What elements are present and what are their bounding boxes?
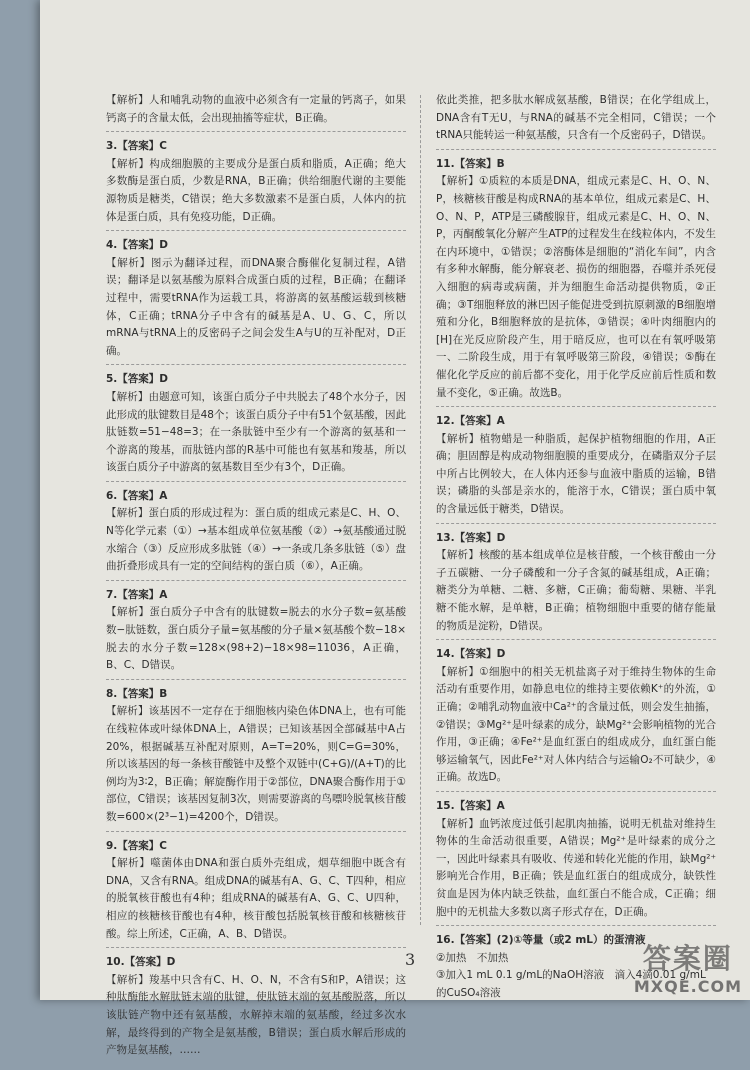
answer-label: 【答案】D: [454, 531, 506, 544]
question-number: 16.: [436, 934, 455, 947]
answer-item-4: [106, 237, 406, 365]
left-continued-analysis: 【解析】人和哺乳动物的血液中必须含有一定量的钙离子，如果钙离子的含量太低，会出现抽搐等症状，B正确。: [106, 92, 406, 132]
analysis-text: 【解析】蛋白质分子中含有的肽键数=脱去的水分子数=氨基酸数−肽链数，蛋白质分子量=氨基酸的分子量×氨基酸个数−18×脱去的水分子数=128×(98+2)−18×98=11036，A正确，B、C、D错误。: [106, 606, 406, 672]
question-number: 10.: [106, 956, 125, 969]
answer-item-13: [436, 530, 716, 641]
analysis-text: 【解析】图示为翻译过程，而DNA聚合酶催化复制过程，A错误；翻译是以氨基酸为原料合成蛋白质的过程，B正确；在翻译过程中，需要tRNA作为运载工具，将游离的氨基酸运载到核糖体，C正确；tRNA分子中含有的碱基是A、U、G、C，所以mRNA与tRNA上的反密码子之间会发生A与U的互补配对，D正确。: [106, 256, 406, 357]
analysis-text: 【解析】①细胞中的相关无机盐离子对于维持生物体的生命活动有重要作用，如静息电位的维持主要依赖K⁺的外流，①正确；②哺乳动物血液中Ca²⁺的含量过低，则会发生抽搐，②错误；③Mg²⁺是叶绿素的成分，缺Mg²⁺会影响植物的光合作用，③正确；④Fe²⁺是血红蛋白的组成成分，血红蛋白能够运输氧气，因此Fe²⁺对人体内结合与运输O₂不可缺少，④正确。故选D。: [436, 665, 716, 784]
answer-item-9: [106, 838, 406, 949]
question-number: 8.: [106, 687, 118, 700]
answer-sheet-page: [40, 0, 750, 1057]
page-number: 3: [405, 950, 416, 969]
right-column: [436, 92, 716, 1013]
analysis-text: 【解析】植物蜡是一种脂质，起保护植物细胞的作用，A正确；胆固醇是构成动物细胞膜的重要成分，在磷脂双分子层中所占比例较大，在人体内还参与血液中脂质的运输，B错误；磷脂的头部是亲水的，能溶于水，C错误；蛋白质中氧的含量远低于糖类，D错误。: [436, 432, 716, 516]
question-number: 15.: [436, 799, 455, 812]
answer-item-11: [436, 156, 716, 407]
answer-label: 【答案】D: [124, 956, 176, 969]
column-divider: [420, 95, 421, 925]
analysis-text: 【解析】构成细胞膜的主要成分是蛋白质和脂质，A正确；绝大多数酶是蛋白质，少数是RNA，B正确；供给细胞代谢的主要能源物质是糖类，C错误；绝大多数激素不是蛋白质，人体内的抗体是蛋白质，具有免疫功能，D正确。: [106, 157, 406, 223]
question-number: 13.: [436, 531, 455, 544]
answer-item-5: [106, 371, 406, 482]
analysis-text: 【解析】血钙浓度过低引起肌肉抽搐，说明无机盐对维持生物体的生命活动很重要，A错误；Mg²⁺是叶绿素的成分之一，因此叶绿素具有吸收、传递和转化光能的作用，缺Mg²⁺影响光合作用，B正确；铁是血红蛋白的组成成分，缺铁性贫血是因为体内缺乏铁盐，血红蛋白不能合成，C正确；细胞中的无机盐大多数以离子形式存在，D正确。: [436, 817, 716, 918]
answer-label: 【答案】(2)①等量（或2 mL）的蛋清液: [454, 934, 646, 947]
answer-label: 【答案】D: [117, 239, 169, 252]
analysis-text: 【解析】噬菌体由DNA和蛋白质外壳组成，烟草细胞中既含有DNA，又含有RNA。组成DNA的碱基有A、G、C、T四种，相应的脱氧核苷酸也有4种；组成RNA的碱基有A、G、C、U四种，相应的核糖核苷酸也有4种，核苷酸包括脱氧核苷酸和核糖核苷酸。综上所述，C正确，A、B、D错误。: [106, 857, 406, 940]
question-number: 14.: [436, 648, 455, 661]
answer-label: 【答案】B: [454, 157, 505, 170]
analysis-text: 【解析】该基因不一定存在于细胞核内染色体DNA上，也有可能在线粒体或叶绿体DNA上，A错误；已知该基因全部碱基中A占20%，根据碱基互补配对原则，A=T=20%，则C=G=30%，所以该基因的每一条核苷酸链中及整个双链中(C+G)/(A+T)的比例均为3∶2，B正确；解旋酶作用于②部位，DNA聚合酶作用于①部位，C错误；该基因复制3次，则需要游离的鸟嘌呤脱氧核苷酸数=600×(2³−1)=4200个，D错误。: [106, 705, 406, 823]
answer-item-15: [436, 798, 716, 926]
answer-label: 【答案】D: [454, 648, 506, 661]
answer-line: ③加入1 mL 0.1 g/mL的NaOH溶液 滴入4滴0.01 g/mL的CuSO₄溶液: [436, 969, 706, 999]
answer-item-3: [106, 138, 406, 231]
analysis-text: 【解析】核酸的基本组成单位是核苷酸，一个核苷酸由一分子五碳糖、一分子磷酸和一分子含氮的碱基组成，A正确；糖类分为单糖、二糖、多糖，C正确；葡萄糖、果糖、半乳糖不能水解，是单糖，B正确；植物细胞中重要的储存能量的物质是淀粉，D错误。: [436, 549, 716, 632]
answer-label: 【答案】A: [117, 588, 168, 601]
question-number: 4.: [106, 239, 118, 252]
answer-label: 【答案】C: [117, 839, 168, 852]
question-number: 5.: [106, 373, 118, 386]
answer-item-8: [106, 686, 406, 832]
watermark-logo-text: 答案圈: [642, 942, 733, 975]
question-number: 12.: [436, 415, 455, 428]
answer-item-7: [106, 587, 406, 680]
analysis-text: 【解析】蛋白质的形成过程为：蛋白质的组成元素是C、H、O、N等化学元素（①）→基本组成单位氨基酸（②）→氨基酸通过脱水缩合（③）反应形成多肽链（④）→一条或几条多肽链（⑤）盘曲折叠形成具有一定的空间结构的蛋白质（⑥），A正确。: [106, 507, 406, 573]
question-number: 11.: [436, 157, 455, 170]
left-column: [106, 92, 406, 1070]
question-number: 6.: [106, 489, 118, 502]
analysis-text: 【解析】羧基中只含有C、H、O、N，不含有S和P，A错误；这种肽酶能水解肽链末端的肽键，使肽链末端的氨基酸脱落，所以该肽链产物中还有氨基酸，水解掉末端的氨基酸，经过多次水解，最终得到的产物全是氨基酸，B错误；蛋白质水解后形成的产物是氨基酸，……: [106, 973, 406, 1057]
watermark-url: MXQE.COM: [633, 977, 742, 996]
watermark-logo: [634, 937, 742, 996]
answer-line: ②加热 不加热: [436, 951, 509, 964]
answer-item-10: [106, 954, 406, 1064]
analysis-text: 【解析】由题意可知，该蛋白质分子中共脱去了48个水分子，因此形成的肽键数目是48个；该蛋白质分子中有51个氨基酸，因此肽链数=51−48=3；在一条肽链中至少有一个游离的氨基和一个游离的羧基，而肽链内部的R基中可能也有氨基和羧基，所以该蛋白质分子中游离的氨基数目至少有3个，D正确。: [106, 390, 406, 474]
answer-label: 【答案】C: [117, 140, 168, 153]
answer-label: 【答案】D: [117, 373, 169, 386]
answer-label: 【答案】B: [117, 687, 168, 700]
question-number: 3.: [106, 140, 118, 153]
answer-label: 【答案】A: [117, 489, 168, 502]
analysis-text: 【解析】①质粒的本质是DNA，组成元素是C、H、O、N、P，核糖核苷酸是构成RNA的基本单位，组成元素是C、H、O、N、P，ATP是三磷酸腺苷，组成元素是C、H、O、N、P，丙酮酸氧化分解产生ATP的过程发生在线粒体内，不发生在内环境中，①错误；②溶酶体是细胞的“消化车间”，内含有多种水解酶，能分解衰老、损伤的细胞器，吞噬并杀死侵入细胞的病毒或病菌，并为细胞生命活动提供物质，②正确；③T细胞释放的淋巴因子能促进受到抗原刺激的B细胞增殖和分化，B细胞释放的是抗体，③错误；④叶肉细胞内的[H]在光反应阶段产生，用于暗反应，也可以在有氧呼吸第一、二阶段生成，用于有氧呼吸第三阶段，④错误；⑤酶在催化化学反应的前后都不变化，用于化学反应前后性质和数量不变化，⑤正确。故选B。: [436, 175, 716, 399]
question-number: 7.: [106, 588, 118, 601]
question-number: 9.: [106, 839, 118, 852]
right-continued-analysis: 依此类推，把多肽水解成氨基酸，B错误；在化学组成上，DNA含有T无U，与RNA的碱基不完全相同，C错误；一个tRNA只能转运一种氨基酸，只含有一个反密码子，D错误。: [436, 92, 716, 150]
answer-item-6: [106, 488, 406, 581]
answer-label: 【答案】A: [454, 415, 505, 428]
answer-label: 【答案】A: [454, 799, 505, 812]
answer-item-12: [436, 413, 716, 524]
answer-item-14: [436, 646, 716, 792]
